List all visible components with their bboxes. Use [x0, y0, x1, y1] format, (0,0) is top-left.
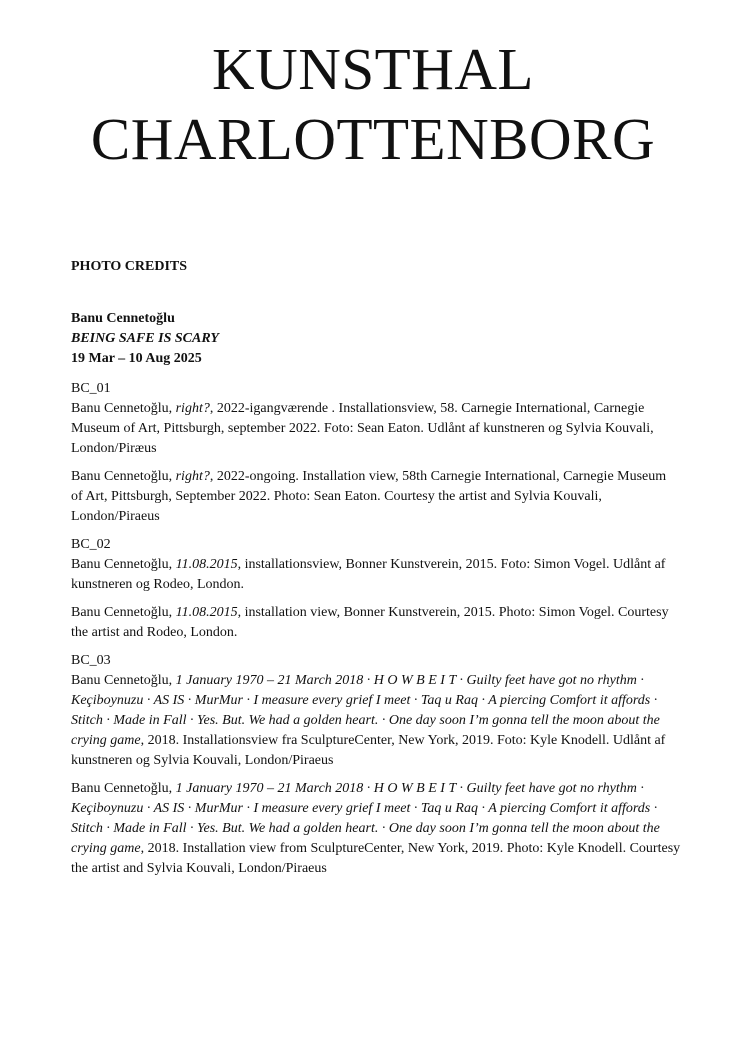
- credit-details: , installationsview, Bonner Kunstverein, 2015. Foto: Simon Vogel. Udlånt af kunstneren og Rodeo, London.: [71, 557, 666, 592]
- exhibition-dates: 19 Mar – 10 Aug 2025: [71, 351, 202, 366]
- credit-text-danish: [71, 399, 681, 459]
- logo-line-1: KUNSTHAL: [212, 36, 534, 102]
- credit-work-title: right?: [175, 401, 210, 416]
- exhibition-title: BEING SAFE IS SCARY: [71, 331, 219, 346]
- credit-block: [71, 535, 681, 643]
- credit-details: , 2018. Installation view from SculptureCenter, New York, 2019. Photo: Kyle Knodell. Courtesy the artist and Sylvia Kouvali, London/Piraeus: [71, 841, 681, 876]
- credit-artist: Banu Cennetoğlu,: [71, 673, 176, 688]
- credit-text-english: [71, 603, 681, 643]
- section-title: PHOTO CREDITS: [71, 259, 188, 274]
- credit-block: [71, 379, 681, 527]
- credit-work-title: 1 January 1970 – 21 March 2018 · H O W B E I T · Guilty feet have got no rhythm · Keçiboynuzu · AS IS · MurMur · I measure every grief I meet · Taq u Raq · A piercing Comfort it affords · Stitch · Made in Fall · Yes. But. We had a golden heart. · One day soon I’m gonna tell the moon about the crying game: [71, 781, 660, 856]
- credit-id: BC_01: [71, 381, 111, 396]
- credits-content: [71, 257, 681, 887]
- credit-details: , installation view, Bonner Kunstverein, 2015. Photo: Simon Vogel. Courtesy the artist and Rodeo, London.: [71, 605, 669, 640]
- logo-line-2: CHARLOTTENBORG: [90, 106, 656, 172]
- credit-text-danish: [71, 555, 681, 595]
- credit-id: BC_02: [71, 537, 111, 552]
- exhibition-header: [71, 309, 681, 369]
- credit-artist: Banu Cennetoğlu,: [71, 557, 176, 572]
- credit-work-title: 11.08.2015: [175, 557, 238, 572]
- credit-block: [71, 651, 681, 879]
- credit-id: BC_03: [71, 653, 111, 668]
- credit-details: , 2018. Installationsview fra SculptureCenter, New York, 2019. Foto: Kyle Knodell. Udlånt af kunstneren og Sylvia Kouvali, London/Piraeus: [71, 733, 666, 768]
- credit-artist: Banu Cennetoğlu,: [71, 605, 176, 620]
- credit-text-english: [71, 779, 681, 879]
- exhibition-artist: Banu Cennetoğlu: [71, 311, 175, 326]
- credit-artist: Banu Cennetoğlu,: [71, 469, 176, 484]
- credit-text-danish: [71, 671, 681, 771]
- credit-artist: Banu Cennetoğlu,: [71, 781, 176, 796]
- credit-details: , 2022-ongoing. Installation view, 58th Carnegie International, Carnegie Museum of Art, Pittsburgh, September 2022. Photo: Sean Eaton. Courtesy the artist and Sylvia Kouvali, London/Piraeus: [71, 469, 667, 524]
- credit-artist: Banu Cennetoğlu,: [71, 401, 176, 416]
- credit-details: , 2022-igangværende . Installationsview, 58. Carnegie International, Carnegie Museum of Art, Pittsburgh, september 2022. Foto: Sean Eaton. Udlånt af kunstneren og Sylvia Kouvali, London/Piræus: [71, 401, 654, 456]
- credit-work-title: 1 January 1970 – 21 March 2018 · H O W B E I T · Guilty feet have got no rhythm · Keçiboynuzu · AS IS · MurMur · I measure every grief I meet · Taq u Raq · A piercing Comfort it affords · Stitch · Made in Fall · Yes. But. We had a golden heart. · One day soon I’m gonna tell the moon about the crying game: [71, 673, 660, 748]
- credit-work-title: right?: [175, 469, 210, 484]
- credit-work-title: 11.08.2015: [175, 605, 238, 620]
- credit-text-english: [71, 467, 681, 527]
- kunsthal-charlottenborg-logo: [0, 34, 746, 174]
